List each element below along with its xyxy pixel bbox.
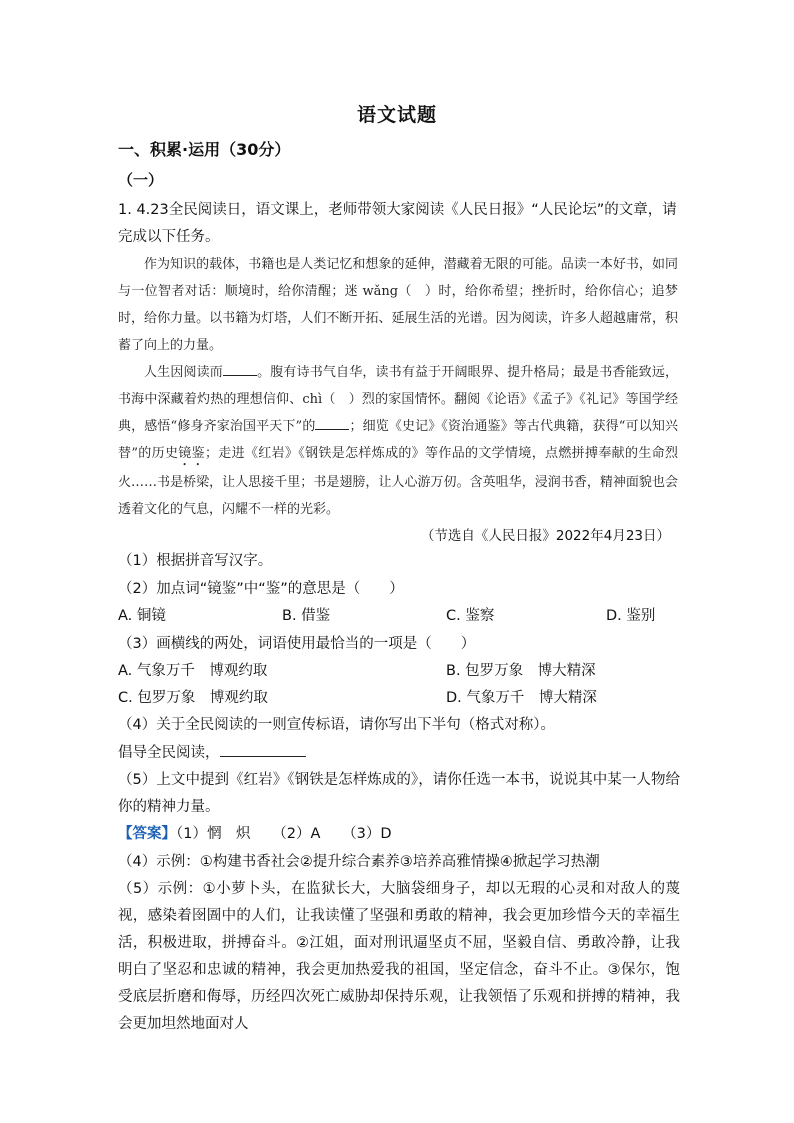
answer-line-1	[118, 821, 680, 848]
q2-option-d: D. 鉴别	[606, 608, 656, 624]
sub-question-3: （3）画横线的两处，词语使用最恰当的一项是（ ）	[118, 636, 476, 652]
q4-prompt-line	[118, 740, 680, 767]
answer-text-1: （1）惘 炽 （2）A （3）D	[176, 826, 392, 842]
q3-option-c: C. 包罗万象 博观约取	[118, 690, 268, 706]
subsection-heading: （一）	[118, 171, 164, 189]
passage-text: 人生因阅读而	[144, 365, 223, 380]
sub-question-5: （5）上文中提到《红岩》《钢铁是怎样炼成的》，请你任选一本书，说说其中某一人物给你的精神力量。	[118, 772, 680, 815]
dotted-word-jingjian: 镜鉴	[178, 446, 205, 461]
passage-paragraph-1: 作为知识的载体，书籍也是人类记忆和想象的延伸，潜藏着无限的可能。品读一本好书，如同与一位智者对话：顺境时，给你清醒；迷 wǎng（ ）时，给你希望；挫折时，给你信心；追梦时，给你力量。以书籍为灯塔，人们不断开拓、延展生活的光谱。因为阅读，许多人超越庸常，积蓄了向上的力量。	[118, 257, 678, 353]
q3-option-a: A. 气象万千 博观约取	[118, 663, 268, 679]
page-title: 语文试题	[356, 104, 437, 126]
answer-tag: 【答案】	[118, 826, 176, 842]
passage-text: ；细览《史记》《资治通鉴》等古代典籍，获得“可以知兴替”的历史	[118, 419, 678, 461]
q4-answer-blank	[220, 740, 306, 757]
q2-option-b: B. 借鉴	[282, 608, 331, 624]
passage-text: 。腹有诗书气自华，读书有益于开阔眼界、提升格局；最是书香能致远，书海中深藏着灼热的理想信仰、chì（ ）烈的家国情怀。翻阅《论语》《孟子》《礼记》等国学经典，感悟“修身齐家治国平天下”的	[118, 365, 678, 434]
question-1-intro: 1. 4.23全民阅读日，语文课上，老师带领大家阅读《人民日报》“人民论坛”的文章，请完成以下任务。	[118, 202, 677, 245]
fill-blank-2	[315, 413, 349, 430]
q4-prompt: 倡导全民阅读，	[118, 745, 220, 761]
q2-option-a: A. 铜镜	[118, 608, 166, 624]
answer-line-2: （4）示例：①构建书香社会②提升综合素养③培养高雅情操④掀起学习热潮	[118, 854, 600, 870]
section-heading: 一、积累·运用（30分）	[118, 140, 291, 159]
sub-question-2: （2）加点词“镜鉴”中“鉴”的意思是（ ）	[118, 581, 404, 597]
fill-blank-1	[223, 359, 257, 376]
answer-line-3: （5）示例：①小萝卜头，在监狱长大，大脑袋细身子，却以无瑕的心灵和对敌人的蔑视，感染着囹圄中的人们，让我读懂了坚强和勇敢的精神，我会更加珍惜今天的幸福生活，积极进取，拼搏奋斗。②江姐，面对刑讯逼坚贞不屈，坚毅自信、勇敢冷静，让我明白了坚忍和忠诚的精神，我会更加热爱我的祖国，坚定信念，奋斗不止。③保尔，饱受底层折磨和侮辱，历经四次死亡威胁却保持乐观，让我领悟了乐观和拼搏的精神，我会更加坦然地面对人	[118, 881, 680, 1032]
sub-question-1: （1）根据拼音写汉字。	[118, 553, 273, 569]
sub-question-4: （4）关于全民阅读的一则宣传标语，请你写出下半句（格式对称）。	[118, 717, 555, 733]
q3-option-d: D. 气象万千 博大精深	[446, 690, 597, 706]
passage-source: （节选自《人民日报》2022年4月23日）	[420, 528, 670, 544]
passage-paragraph-2	[118, 359, 678, 523]
q2-option-c: C. 鉴察	[446, 608, 495, 624]
passage-text: ；走进《红岩》《钢铁是怎样炼成的》等作品的文学情境，点燃拼搏奉献的生命烈火……书是桥梁，让人思接千里；书是翅膀，让人心游万仞。含英咀华，浸润书香，精神面貌也会透着文化的气息，闪耀不一样的光彩。	[118, 446, 678, 517]
q3-option-b: B. 包罗万象 博大精深	[446, 663, 596, 679]
